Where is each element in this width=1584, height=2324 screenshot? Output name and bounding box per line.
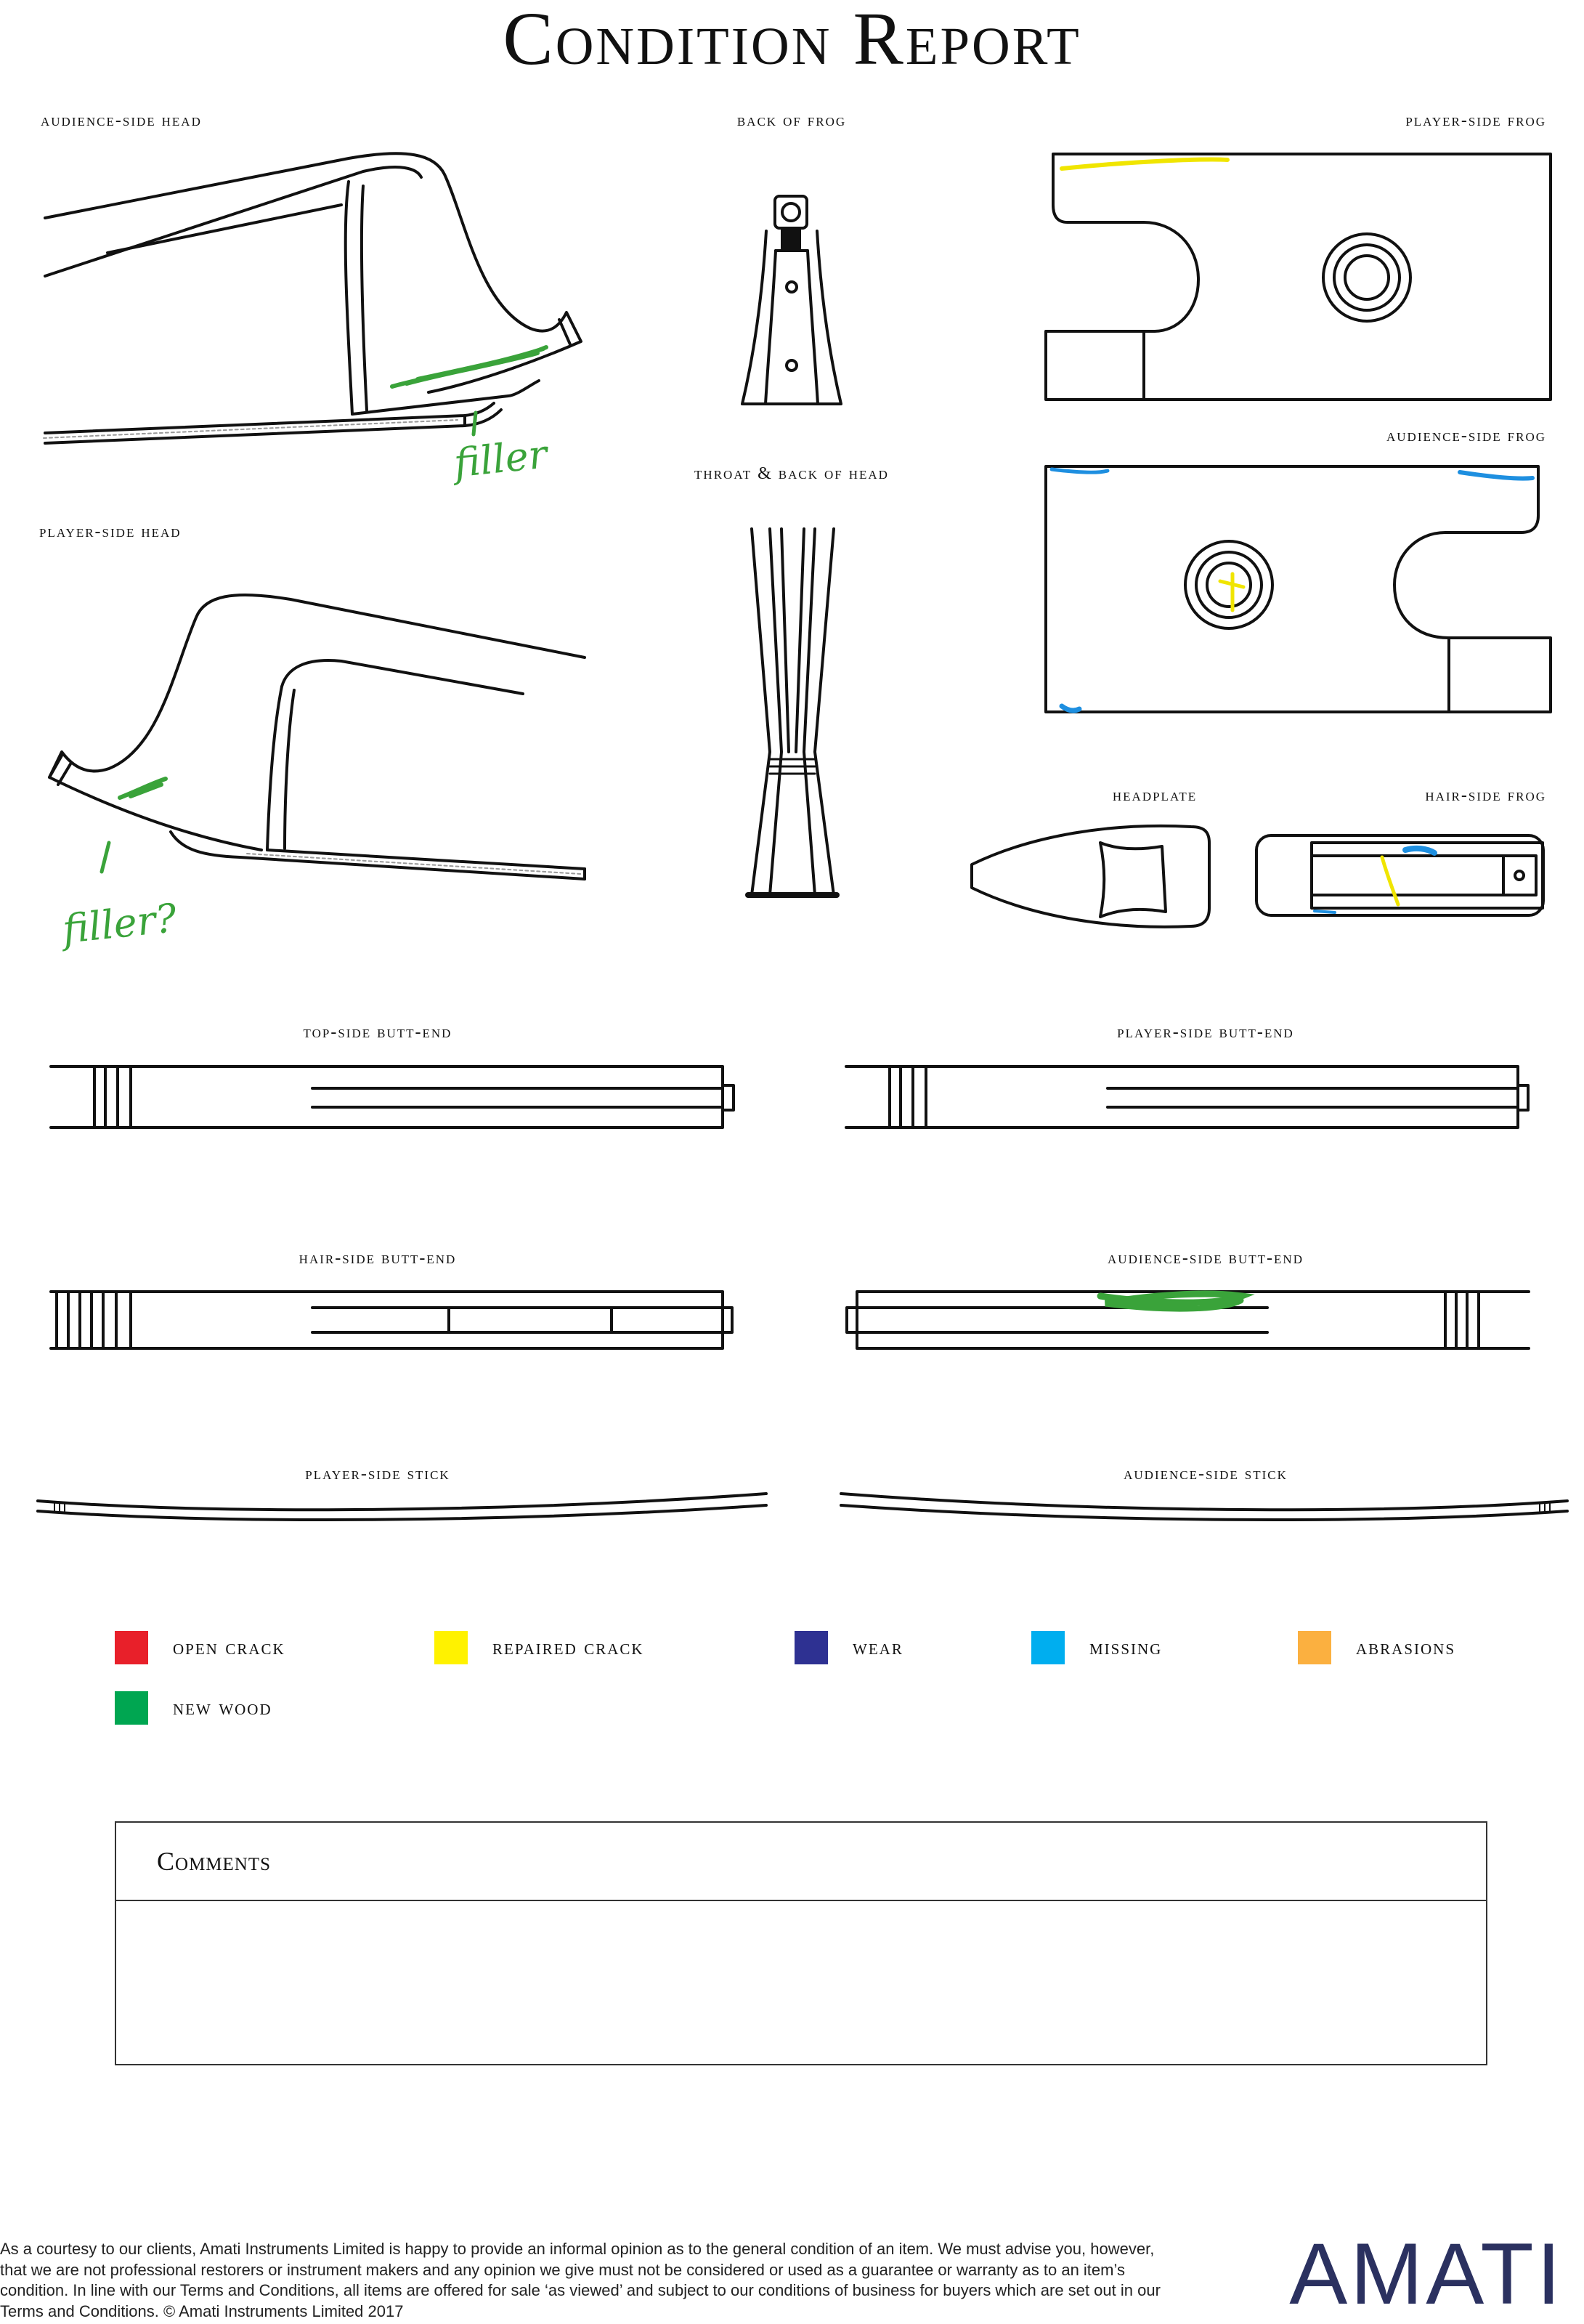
diagram-headplate bbox=[972, 826, 1209, 927]
diagram-audience-side-frog bbox=[1046, 466, 1551, 712]
legend-label: open crack bbox=[173, 1635, 285, 1659]
diagram-audience-side-stick bbox=[841, 1494, 1567, 1520]
filler-pointer-2 bbox=[102, 843, 109, 872]
label-back-of-frog: back of frog bbox=[736, 111, 847, 130]
comments-body[interactable] bbox=[116, 1901, 1486, 2064]
label-audience-side-head: audience-side head bbox=[41, 111, 202, 130]
new-wood-marking-audience-head bbox=[392, 347, 546, 386]
legend-label: abrasions bbox=[1356, 1635, 1456, 1659]
legend-label: wear bbox=[853, 1635, 903, 1659]
legend-swatch bbox=[115, 1631, 148, 1664]
comments-header bbox=[116, 1823, 1486, 1901]
diagram-player-side-stick bbox=[38, 1494, 766, 1520]
legend-swatch bbox=[434, 1631, 468, 1664]
label-player-side-butt-end: player-side butt-end bbox=[1117, 1023, 1294, 1042]
label-throat-back-of-head: throat & back of head bbox=[694, 464, 889, 483]
label-audience-side-stick: audience-side stick bbox=[1124, 1465, 1288, 1483]
missing-marking-3 bbox=[1062, 706, 1079, 710]
diagram-hair-side-frog bbox=[1256, 835, 1543, 915]
missing-marking-5 bbox=[1315, 911, 1335, 912]
legend-item-new-wood bbox=[115, 1691, 272, 1725]
missing-marking-1 bbox=[1052, 469, 1108, 472]
label-player-side-frog: player-side frog bbox=[1405, 111, 1546, 130]
legend-item-abrasions bbox=[1298, 1631, 1455, 1664]
legend-item-wear bbox=[795, 1631, 903, 1664]
diagram-audience-side-head bbox=[44, 153, 581, 443]
diagram-player-side-frog bbox=[1046, 154, 1551, 400]
missing-marking-2 bbox=[1460, 472, 1532, 479]
page-title: Condition Report bbox=[503, 0, 1081, 81]
diagram-top-side-butt-end bbox=[51, 1066, 734, 1127]
amati-logo: AMATI bbox=[1289, 2225, 1564, 2323]
label-headplate: headplate bbox=[1112, 786, 1198, 805]
new-wood-marking-player-head bbox=[120, 779, 166, 798]
label-hair-side-frog: hair-side frog bbox=[1425, 786, 1546, 805]
legend-label: new wood bbox=[173, 1696, 272, 1720]
label-audience-side-butt-end: audience-side butt-end bbox=[1108, 1249, 1304, 1268]
repaired-crack-marking-player-frog bbox=[1062, 160, 1227, 169]
label-player-side-stick: player-side stick bbox=[305, 1465, 450, 1483]
legend-label: missing bbox=[1089, 1635, 1163, 1659]
diagram-throat-back-of-head bbox=[748, 529, 837, 895]
diagram-player-side-head bbox=[49, 595, 585, 879]
legend-item-repaired-crack bbox=[434, 1631, 644, 1664]
diagram-back-of-frog bbox=[742, 196, 841, 404]
legend-swatch bbox=[1298, 1631, 1331, 1664]
legend-item-open-crack bbox=[115, 1631, 285, 1664]
legend-swatch bbox=[795, 1631, 828, 1664]
diagram-hair-side-butt-end bbox=[51, 1292, 732, 1348]
legend-label: repaired crack bbox=[492, 1635, 644, 1659]
missing-marking-4 bbox=[1405, 849, 1434, 853]
label-top-side-butt-end: top-side butt-end bbox=[303, 1023, 452, 1042]
new-wood-marking-audience-butt bbox=[1100, 1294, 1242, 1308]
filler-note-audience-head: filler bbox=[452, 431, 550, 487]
legend-swatch bbox=[1031, 1631, 1065, 1664]
label-hair-side-butt-end: hair-side butt-end bbox=[298, 1249, 457, 1268]
filler-note-player-head: filler? bbox=[60, 894, 179, 953]
comments-title: Comments bbox=[157, 1847, 272, 1876]
legend-swatch bbox=[115, 1691, 148, 1725]
repaired-crack-marking-hair-frog bbox=[1382, 857, 1398, 904]
disclaimer-text: As a courtesy to our clients, Amati Instruments Limited is happy to provide an informal opinion as to the general condition of an item. We must advise you, however, that we are not professional restorers or instrument makers and any opinion we give must not be considered or used as a guarantee or warranty as to an item’s condition. In line with our Terms and Conditions, all items are offered for sale ‘as viewed’ and subject to our conditions of business for buyers which are set out in our Terms and Conditions. © Amati Instruments Limited 2017 bbox=[0, 2240, 1161, 2320]
comments-box bbox=[115, 1821, 1487, 2065]
legend-item-missing bbox=[1031, 1631, 1162, 1664]
diagram-player-side-butt-end bbox=[846, 1066, 1528, 1127]
label-player-side-head: player-side head bbox=[39, 522, 182, 541]
filler-pointer-1 bbox=[474, 413, 476, 434]
label-audience-side-frog: audience-side frog bbox=[1386, 426, 1546, 445]
